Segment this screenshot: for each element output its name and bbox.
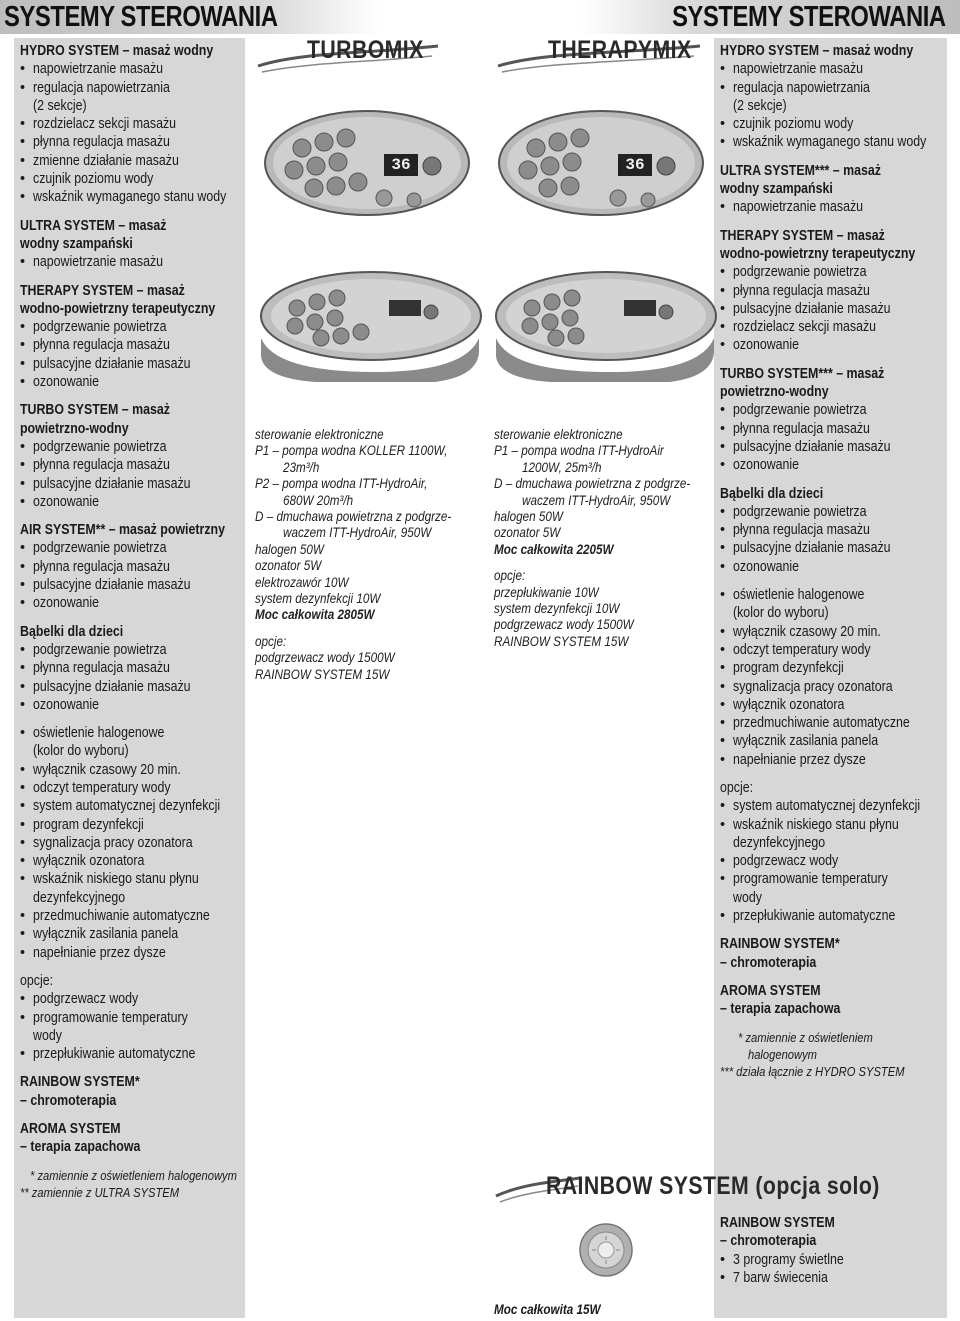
page-title-right: SYSTEMY STEROWANIA — [672, 1, 946, 33]
hydro-heading: HYDRO SYSTEM – masaż wodny — [720, 43, 914, 59]
list-item: • wyłącznik ozonatora — [20, 852, 242, 870]
list-item: • programowanie temperatury — [20, 1009, 242, 1027]
options-label: opcje: — [20, 972, 54, 989]
aroma-heading: AROMA SYSTEM — [20, 1121, 121, 1138]
list-item: • wskaźnik wymaganego stanu wody — [20, 188, 242, 206]
ultra-heading-2: wodny szampański — [720, 181, 833, 198]
footnote: * zamiennie z oświetleniem — [738, 1029, 873, 1045]
list-item: • podgrzewanie powietrza — [20, 641, 242, 659]
spec-line: P2 – pompa wodna ITT-HydroAir, — [255, 476, 428, 492]
list-item: • płynna regulacja masażu — [720, 282, 944, 300]
rainbow-heading: RAINBOW SYSTEM* — [20, 1074, 140, 1091]
therapymix-side-panel-image — [490, 268, 722, 388]
turbomix-title: TURBOMIX — [307, 36, 424, 64]
spec-option: system dezynfekcji 10W — [494, 601, 620, 617]
kids-heading: Bąbelki dla dzieci — [720, 485, 824, 502]
list-item: • podgrzewanie powietrza — [720, 503, 944, 521]
therapy-heading: THERAPY SYSTEM – masaż — [720, 227, 885, 244]
list-item: • podgrzewanie powietrza — [20, 318, 242, 336]
total-power: Moc całkowita 2205W — [494, 541, 614, 557]
spec-line: ozonator 5W — [255, 558, 322, 574]
spec-option: podgrzewacz wody 1500W — [494, 617, 634, 633]
list-item: wody — [33, 1027, 62, 1044]
list-item: • pulsacyjne działanie masażu — [20, 678, 242, 696]
options-label: opcje: — [494, 568, 526, 584]
options-label: opcje: — [255, 633, 287, 649]
list-item: • wskaźnik niskiego stanu płynu — [20, 870, 242, 888]
list-item: • napełnianie przez dysze — [20, 944, 242, 962]
spec-line: halogen 50W — [494, 509, 563, 525]
ultra-heading-2: wodny szampański — [20, 235, 133, 252]
list-item: • napowietrzanie masażu — [20, 253, 242, 271]
list-item: • wyłącznik ozonatora — [720, 696, 944, 714]
list-item: • napowietrzanie masażu — [720, 198, 944, 216]
list-item: • podgrzewanie powietrza — [720, 263, 944, 281]
spec-line: sterowanie elektroniczne — [255, 427, 384, 442]
rainbow-subheading: – chromoterapia — [720, 954, 817, 971]
spec-line: elektrozawór 10W — [255, 574, 349, 590]
list-item: • płynna regulacja masażu — [20, 133, 242, 151]
spec-line: sterowanie elektroniczne — [494, 427, 623, 442]
spec-line: 1200W, 25m³/h — [522, 459, 602, 475]
footnote: *** działa łącznie z HYDRO SYSTEM — [720, 1063, 905, 1079]
list-item: • płynna regulacja masażu — [720, 521, 944, 539]
turbomix-specification — [255, 427, 475, 683]
page-title-left: SYSTEMY STEROWANIA — [4, 1, 278, 33]
list-item: • system automatycznej dezynfekcji — [20, 797, 242, 815]
list-item: • czujnik poziomu wody — [720, 115, 944, 133]
list-item: dezynfekcyjnego — [733, 834, 826, 851]
list-item: • sygnalizacja pracy ozonatora — [720, 678, 944, 696]
list-item: • podgrzewacz wody — [720, 852, 944, 870]
turbomix-side-panel-image — [255, 268, 487, 388]
list-item: • przedmuchiwanie automatyczne — [720, 714, 944, 732]
list-item: • ozonowanie — [20, 594, 242, 612]
list-item: • ozonowanie — [720, 456, 944, 474]
list-item: • pulsacyjne działanie masażu — [20, 355, 242, 373]
kids-heading: Bąbelki dla dzieci — [20, 623, 124, 640]
list-item: • ozonowanie — [720, 558, 944, 576]
list-item: • 3 programy świetlne — [720, 1251, 944, 1269]
list-item: • podgrzewacz wody — [20, 990, 242, 1008]
spec-line: D – dmuchawa powietrzna z podgrze- — [255, 509, 452, 525]
list-item: • oświetlenie halogenowe — [720, 586, 944, 604]
list-item: (kolor do wyboru) — [733, 605, 829, 622]
list-item: • przedmuchiwanie automatyczne — [20, 907, 242, 925]
rainbow-heading: RAINBOW SYSTEM* — [720, 936, 840, 953]
list-item: • napowietrzanie masażu — [20, 60, 242, 78]
footnote: ** zamiennie z ULTRA SYSTEM — [20, 1184, 180, 1200]
spec-option: podgrzewacz wody 1500W — [255, 650, 395, 666]
list-item: • przepłukiwanie automatyczne — [20, 1045, 242, 1063]
rainbow-system-title: RAINBOW SYSTEM (opcja solo) — [546, 1172, 880, 1200]
therapy-heading-2: wodno-powietrzny terapeutyczny — [720, 245, 916, 262]
list-item: • ozonowanie — [20, 493, 242, 511]
list-item: • regulacja napowietrzania — [720, 79, 944, 97]
list-item: • wyłącznik czasowy 20 min. — [20, 761, 242, 779]
options-label: opcje: — [720, 779, 754, 796]
list-item: wody — [733, 889, 762, 906]
therapy-heading: THERAPY SYSTEM – masaż — [20, 282, 185, 299]
therapy-heading-2: wodno-powietrzny terapeutyczny — [20, 300, 216, 317]
therapymix-top-panel-image — [496, 108, 706, 218]
footnote: halogenowym — [748, 1046, 817, 1062]
list-item: • odczyt temperatury wody — [720, 641, 944, 659]
rainbow-button-image — [578, 1222, 634, 1278]
turbomix-top-panel-image — [262, 108, 472, 218]
therapymix-specification — [494, 427, 714, 650]
total-power: Moc całkowita 2805W — [255, 607, 375, 623]
spec-option: RAINBOW SYSTEM 15W — [494, 633, 629, 649]
list-item: • płynna regulacja masażu — [20, 558, 242, 576]
list-item: • ozonowanie — [720, 336, 944, 354]
list-item: (kolor do wyboru) — [33, 743, 129, 760]
spec-line: D – dmuchawa powietrzna z podgrze- — [494, 476, 691, 492]
hydro-heading: HYDRO SYSTEM – masaż wodny — [20, 43, 214, 59]
spec-option: przepłukiwanie 10W — [494, 584, 599, 600]
spec-line: P1 – pompa wodna ITT-HydroAir — [494, 443, 664, 459]
turbomix-feature-list — [20, 42, 242, 1201]
rainbow-total-power: Moc całkowita 15W — [494, 1302, 601, 1317]
list-item: • płynna regulacja masażu — [20, 659, 242, 677]
spec-line: 680W 20m³/h — [283, 492, 354, 508]
turbomix-temperature-display: 36 — [391, 156, 411, 174]
list-item: • programowanie temperatury — [720, 870, 944, 888]
list-item: • program dezynfekcji — [20, 816, 242, 834]
therapymix-feature-list — [720, 42, 944, 1286]
list-item: • płynna regulacja masażu — [20, 456, 242, 474]
list-item: • zmienne działanie masażu — [20, 152, 242, 170]
list-item: • podgrzewanie powietrza — [20, 438, 242, 456]
spec-line: 23m³/h — [283, 459, 320, 475]
spec-line: system dezynfekcji 10W — [255, 591, 381, 607]
list-item: • podgrzewanie powietrza — [720, 401, 944, 419]
rainbow-solo-block — [720, 1214, 944, 1287]
spec-line: halogen 50W — [255, 541, 324, 557]
list-item: • regulacja napowietrzania — [20, 79, 242, 97]
list-item: • rozdzielacz sekcji masażu — [720, 318, 944, 336]
list-item: • 7 barw świecenia — [720, 1269, 944, 1287]
hydro-list — [20, 60, 242, 206]
list-item: • podgrzewanie powietrza — [20, 539, 242, 557]
list-item: • wskaźnik wymaganego stanu wody — [720, 133, 944, 151]
aroma-subheading: – terapia zapachowa — [20, 1139, 141, 1156]
turbo-heading: TURBO SYSTEM – masaż — [20, 402, 170, 419]
ultra-heading: ULTRA SYSTEM*** – masaż — [720, 162, 881, 179]
list-item: (2 sekcje) — [33, 97, 87, 114]
features-list — [20, 724, 242, 962]
list-item: • system automatycznej dezynfekcji — [720, 797, 944, 815]
list-item: • pulsacyjne działanie masażu — [720, 300, 944, 318]
list-item: • napowietrzanie masażu — [720, 60, 944, 78]
list-item: • wskaźnik niskiego stanu płynu — [720, 816, 944, 834]
list-item: • pulsacyjne działanie masażu — [20, 576, 242, 594]
therapymix-temperature-display: 36 — [625, 156, 645, 174]
spec-line: waczem ITT-HydroAir, 950W — [283, 525, 432, 541]
list-item: • program dezynfekcji — [720, 659, 944, 677]
list-item: • wyłącznik zasilania panela — [720, 732, 944, 750]
list-item: • oświetlenie halogenowe — [20, 724, 242, 742]
list-item: • płynna regulacja masażu — [720, 420, 944, 438]
spec-line: waczem ITT-HydroAir, 950W — [522, 492, 671, 508]
spec-line: ozonator 5W — [494, 525, 561, 541]
list-item: • czujnik poziomu wody — [20, 170, 242, 188]
rainbow-solo-subheading: – chromoterapia — [720, 1233, 817, 1250]
footnote: * zamiennie z oświetleniem halogenowym — [30, 1167, 237, 1183]
rainbow-subheading: – chromoterapia — [20, 1092, 117, 1109]
list-item: dezynfekcyjnego — [33, 889, 126, 906]
list-item: • odczyt temperatury wody — [20, 779, 242, 797]
list-item: • pulsacyjne działanie masażu — [20, 475, 242, 493]
list-item: • ozonowanie — [20, 696, 242, 714]
list-item: • płynna regulacja masażu — [20, 336, 242, 354]
spec-line: P1 – pompa wodna KOLLER 1100W, — [255, 443, 448, 459]
list-item: • wyłącznik czasowy 20 min. — [720, 623, 944, 641]
list-item: • pulsacyjne działanie masażu — [720, 539, 944, 557]
list-item: • rozdzielacz sekcji masażu — [20, 115, 242, 133]
turbo-heading: TURBO SYSTEM*** – masaż — [720, 365, 885, 382]
aroma-subheading: – terapia zapachowa — [720, 1001, 841, 1018]
list-item: • pulsacyjne działanie masażu — [720, 438, 944, 456]
list-item: • przepłukiwanie automatyczne — [720, 907, 944, 925]
spec-option: RAINBOW SYSTEM 15W — [255, 666, 390, 682]
aroma-heading: AROMA SYSTEM — [720, 982, 821, 999]
ultra-heading: ULTRA SYSTEM – masaż — [20, 217, 167, 234]
turbo-heading-2: powietrzno-wodny — [20, 420, 129, 437]
list-item: • sygnalizacja pracy ozonatora — [20, 834, 242, 852]
rainbow-solo-heading: RAINBOW SYSTEM — [720, 1215, 835, 1231]
turbo-heading-2: powietrzno-wodny — [720, 384, 829, 401]
therapymix-title: THERAPYMIX — [548, 36, 692, 64]
list-item: • ozonowanie — [20, 373, 242, 391]
list-item: • wyłącznik zasilania panela — [20, 925, 242, 943]
air-heading: AIR SYSTEM** – masaż powietrzny — [20, 522, 225, 539]
list-item: (2 sekcje) — [733, 97, 787, 114]
list-item: • napełnianie przez dysze — [720, 751, 944, 769]
